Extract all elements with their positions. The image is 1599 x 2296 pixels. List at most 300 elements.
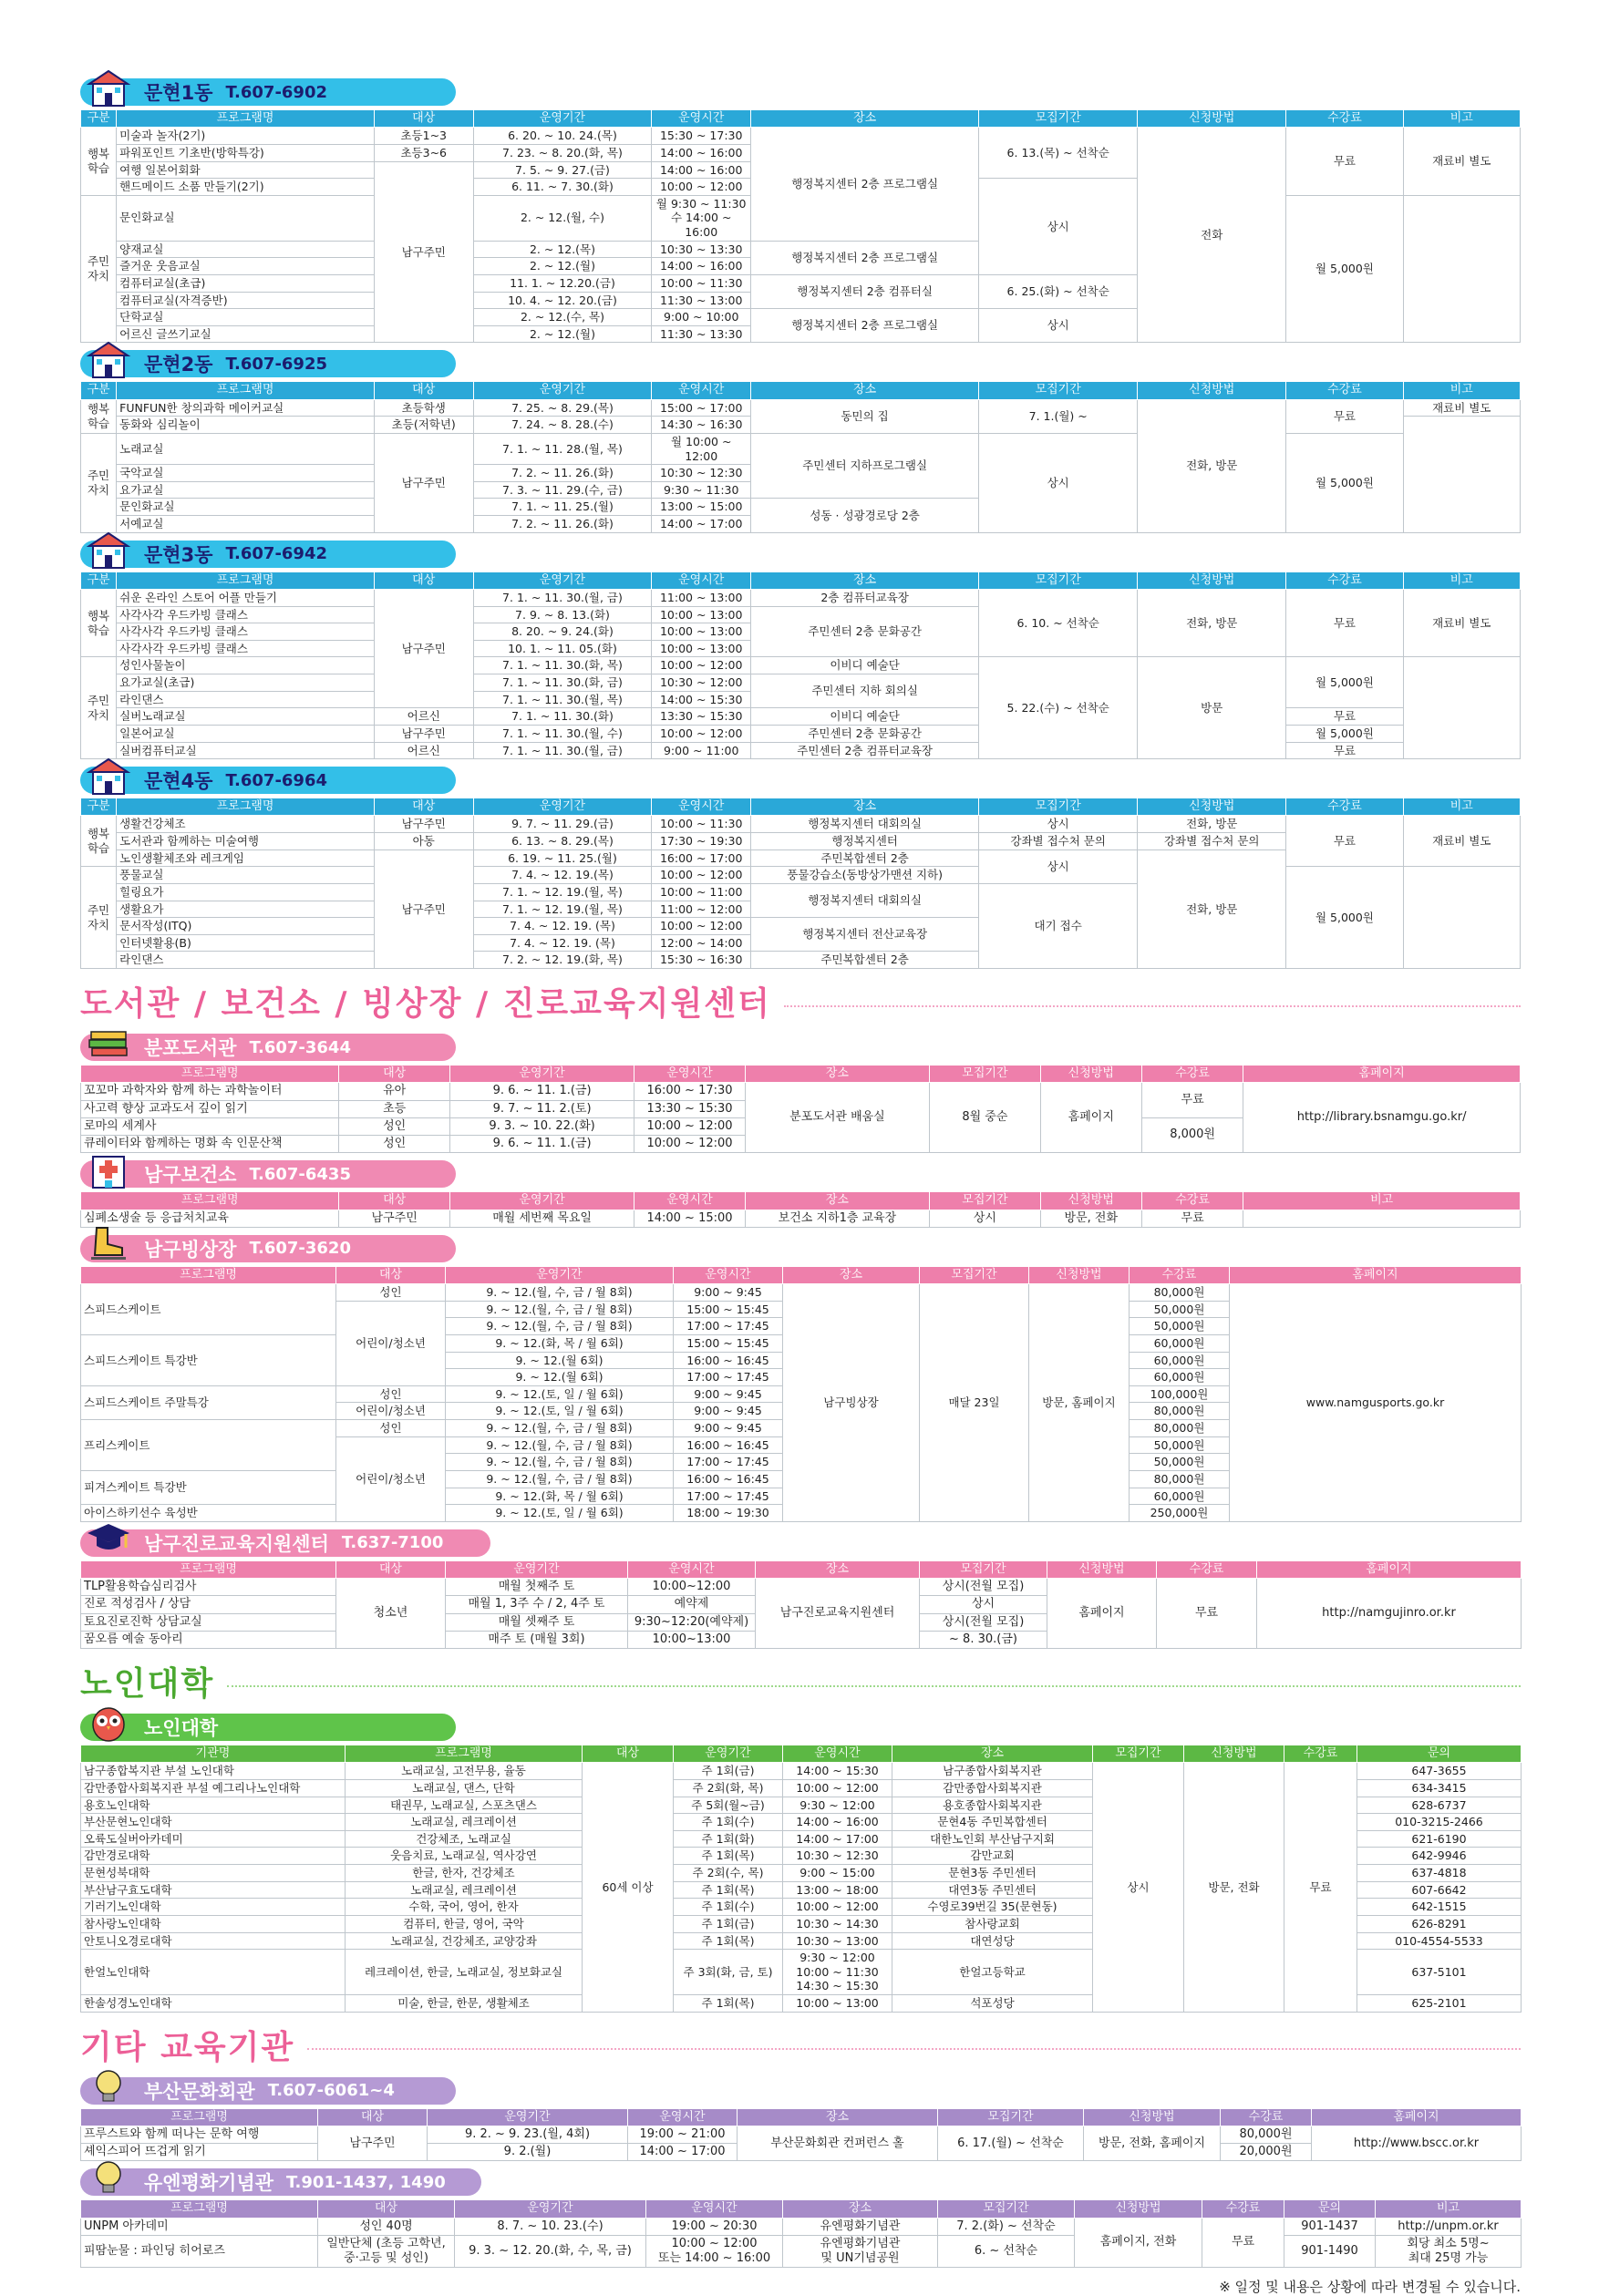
table-cell: 월 10:00 ~ 12:00 [652, 433, 751, 464]
table-cell: 컴퓨터교실(자격증반) [117, 292, 375, 309]
section-header [80, 2077, 456, 2105]
table-cell: 10:00 ~ 12:00 [652, 725, 751, 742]
table-cell: 15:00 ~ 17:00 [652, 399, 751, 417]
table-cell: 어르신 [374, 708, 473, 726]
table-cell: 한얼노인대학 [81, 1950, 346, 1995]
category-heading: 노인대학 [80, 1658, 1521, 1704]
table-cell: 노래교실, 건강체조, 교양강좌 [346, 1932, 583, 1950]
school-icon [86, 530, 131, 570]
column-header: 수강료 [1157, 1560, 1257, 1578]
table-cell: 637-4818 [1357, 1865, 1522, 1882]
column-header: 비고 [1403, 382, 1520, 399]
table-cell: 노래교실, 고전무용, 율동 [346, 1763, 583, 1780]
table-cell: 14:00 ~ 15:30 [652, 691, 751, 708]
table-cell: 9:00 ~ 11:00 [652, 742, 751, 759]
column-header: 운영기간 [455, 2200, 646, 2218]
table-cell: 무료 [1286, 708, 1403, 726]
table-cell: 14:00 ~ 15:00 [634, 1210, 745, 1227]
table-cell: 50,000원 [1130, 1436, 1230, 1454]
program-table [80, 571, 1521, 760]
table-cell: 오륙도실버아카데미 [81, 1830, 346, 1848]
table-cell: 60세 이상 [583, 1763, 674, 2012]
table-cell: 서예교실 [117, 516, 375, 533]
table-cell: 637-5101 [1357, 1950, 1522, 1995]
section-phone: T.607-6925 [225, 354, 328, 374]
table-cell: 10:30 ~ 12:30 [652, 465, 751, 482]
section-title: 남구진로교육지원센터 [144, 1532, 329, 1555]
books-icon [86, 1023, 131, 1063]
table-cell: 7. 1. ~ 12. 19.(월, 목) [473, 901, 652, 918]
table-cell: 노래교실 [117, 433, 375, 464]
table-cell: 월 5,000원 [1286, 867, 1403, 969]
column-header: 수강료 [1286, 382, 1403, 399]
table-cell: 성인 [336, 1385, 446, 1403]
table-cell: 16:00 ~ 17:00 [652, 849, 751, 867]
table-cell: 9. ~ 12.(화, 목 / 월 6회) [446, 1334, 674, 1352]
table-cell: 60,000원 [1130, 1369, 1230, 1386]
homepage-link[interactable]: http://library.bsnamgu.go.kr/ [1296, 1110, 1467, 1125]
column-header: 신청방법 [1040, 1066, 1141, 1083]
column-header: 프로그램명 [81, 1192, 339, 1210]
table-cell: 즐거운 웃음교실 [117, 258, 375, 275]
column-header: 비고 [1403, 110, 1520, 128]
table-cell: 상시 [920, 1596, 1047, 1613]
program-table [80, 1560, 1522, 1649]
table-cell: 17:00 ~ 17:45 [674, 1454, 783, 1471]
section-phone: T.901-1437, 1490 [286, 2172, 446, 2192]
table-cell: 부산문화회관 컨퍼런스 홀 [738, 2126, 938, 2161]
table-cell: 6. 13.(목) ~ 선착순 [979, 128, 1138, 179]
table-cell: 10:00 ~ 12:00 또는 14:00 ~ 16:00 [646, 2235, 783, 2268]
table-cell: 14:00 ~ 17:00 [628, 2144, 738, 2161]
table-cell: 실버컴퓨터교실 [117, 742, 375, 759]
table-cell: 대한노인회 부산남구지회 [892, 1830, 1093, 1848]
column-header: 문의 [1357, 1745, 1522, 1763]
table-cell: 10:00 ~ 13:00 [783, 1995, 892, 2013]
table-cell: 문서작성(ITQ) [117, 918, 375, 935]
table-cell: 한글, 한자, 건강체조 [346, 1865, 583, 1882]
table-cell: 7. 5. ~ 9. 27.(금) [473, 161, 652, 179]
table-cell: 7. 1. ~ 11. 30.(월, 목) [473, 691, 652, 708]
table-cell: 10:00~13:00 [628, 1631, 756, 1648]
table-cell: 성인 [339, 1136, 449, 1153]
column-header: 운영시간 [634, 1066, 745, 1083]
table-row [81, 1763, 1522, 1780]
table-cell: 주 3회(화, 금, 토) [674, 1950, 783, 1995]
skate-icon [86, 1224, 131, 1264]
table-cell: 웃음치료, 노래교실, 역사강연 [346, 1848, 583, 1865]
table-cell: 주민 자치 [81, 433, 117, 532]
table-cell: 14:00 ~ 17:00 [783, 1830, 892, 1848]
table-cell: 7. 4. ~ 12. 19. (목) [473, 934, 652, 952]
section-title: 문현1동 [144, 82, 213, 104]
column-header: 수강료 [1284, 1745, 1357, 1763]
table-cell: 9. ~ 12.(월, 수, 금 / 월 8회) [446, 1284, 674, 1302]
table-cell: 주 1회(수) [674, 1814, 783, 1831]
table-row [81, 816, 1521, 833]
table-cell: 주 2회(수, 목) [674, 1865, 783, 1882]
section-unpm [80, 2168, 1521, 2268]
table-row [81, 2126, 1522, 2143]
table-cell: 한얼고등학교 [892, 1950, 1093, 1995]
table-cell: 9:30 ~ 12:00 10:00 ~ 11:30 14:30 ~ 15:30 [783, 1950, 892, 1995]
table-cell: 10:00~12:00 [628, 1579, 756, 1596]
table-cell: 주 1회(금) [674, 1915, 783, 1932]
table-cell: 용호노인대학 [81, 1797, 346, 1814]
table-cell: 매주 토 (매월 3회) [446, 1631, 628, 1648]
table-cell: 무료 [1286, 128, 1403, 196]
table-cell: 9. ~ 12.(토, 일 / 월 6회) [446, 1505, 674, 1522]
table-cell: 건강체조, 노래교실 [346, 1830, 583, 1848]
column-header: 운영기간 [428, 2108, 628, 2126]
table-cell: 13:00 ~ 18:00 [783, 1881, 892, 1899]
table-cell: 사각사각 우드카빙 클래스 [117, 623, 375, 641]
table-cell: 홈페이지 [1047, 1579, 1157, 1649]
table-cell: 15:00 ~ 15:45 [674, 1334, 783, 1352]
table-cell: 642-9946 [1357, 1848, 1522, 1865]
table-cell: 상시 [979, 816, 1138, 833]
table-cell: 도서관과 함께하는 미술여행 [117, 833, 375, 850]
table-cell: 6. 10. ~ 선착순 [979, 589, 1138, 657]
table-cell: 주민센터 지하프로그램실 [751, 433, 979, 499]
column-header: 장소 [751, 382, 979, 399]
table-cell: 628-6737 [1357, 1797, 1522, 1814]
table-cell: 7. 4. ~ 12. 19. (목) [473, 918, 652, 935]
table-cell: 12:00 ~ 14:00 [652, 934, 751, 952]
table-row [81, 1560, 1522, 1578]
table-cell: 010-4554-5533 [1357, 1932, 1522, 1950]
table-cell: 9:00 ~ 15:00 [783, 1865, 892, 1882]
homepage-link[interactable]: http://unpm.or.kr [1398, 2219, 1499, 2233]
table-cell: 7. 1.(월) ~ [979, 399, 1138, 433]
table-cell: 10. 4. ~ 12. 20.(금) [473, 292, 652, 309]
table-cell: 남구주민 [374, 161, 473, 343]
table-cell: 6. 25.(화) ~ 선착순 [979, 274, 1138, 308]
table-cell: 6. 11. ~ 7. 30.(화) [473, 179, 652, 196]
table-cell: 7. 23. ~ 8. 20.(화, 목) [473, 144, 652, 161]
column-header: 모집기간 [920, 1560, 1047, 1578]
table-cell [1257, 1579, 1522, 1649]
table-cell: 7. 2. ~ 12. 19.(화, 목) [473, 952, 652, 969]
table-cell: 행정복지센터 2층 프로그램실 [751, 241, 979, 274]
column-header: 대상 [336, 1560, 446, 1578]
column-header: 비고 [1376, 2200, 1522, 2218]
table-cell: 재료비 별도 [1403, 128, 1520, 196]
table-cell: 642-1515 [1357, 1899, 1522, 1916]
table-cell: 스피드스케이트 [81, 1284, 336, 1335]
table-cell: 9. 7. ~ 11. 2.(토) [449, 1100, 634, 1117]
column-header: 운영시간 [634, 1192, 745, 1210]
table-row [81, 742, 1521, 759]
table-cell: 16:00 ~ 17:30 [634, 1083, 745, 1100]
table-cell: 901-1437 [1284, 2218, 1376, 2235]
table-cell: 8,000원 [1141, 1117, 1243, 1153]
table-cell: 양재교실 [117, 241, 375, 258]
table-cell: 로마의 세계사 [81, 1117, 339, 1135]
table-cell: 재료비 별도 [1403, 816, 1520, 867]
homepage-link[interactable]: www.namgusports.go.kr [1305, 1395, 1445, 1410]
column-header: 모집기간 [930, 1066, 1040, 1083]
table-cell: 621-6190 [1357, 1830, 1522, 1848]
table-cell: 감만교회 [892, 1848, 1093, 1865]
column-header: 대상 [374, 110, 473, 128]
column-header: 프로그램명 [81, 1266, 336, 1283]
table-cell: 방문 [1138, 657, 1286, 759]
homepage-link[interactable]: http://namgujinro.or.kr [1322, 1605, 1456, 1620]
column-header: 장소 [751, 110, 979, 128]
table-cell: 생활요가 [117, 901, 375, 918]
section-title: 문현4동 [144, 770, 213, 793]
table-cell: 부산문현노인대학 [81, 1814, 346, 1831]
table-cell: 10:30 ~ 13:00 [783, 1932, 892, 1950]
column-header: 운영기간 [473, 571, 652, 589]
table-cell: 남구종합복지관 부설 노인대학 [81, 1763, 346, 1780]
table-cell: 인터넷활용(B) [117, 934, 375, 952]
table-cell: 50,000원 [1130, 1318, 1230, 1335]
table-cell: 노래교실, 댄스, 단학 [346, 1779, 583, 1797]
table-cell: 초등1~3 [374, 128, 473, 145]
category-heading: 도서관 / 보건소 / 빙상장 / 진로교육지원센터 [80, 978, 1521, 1024]
table-cell: 18:00 ~ 19:30 [674, 1505, 783, 1522]
table-cell: 6. ~ 선착순 [938, 2235, 1075, 2268]
section-icerink [80, 1235, 1521, 1522]
table-cell: 전화, 방문 [1138, 589, 1286, 657]
lightbulb-icon [86, 2066, 131, 2106]
table-cell: 스피드스케이트 주말특강 [81, 1385, 336, 1419]
table-cell: 스피드스케이트 특강반 [81, 1334, 336, 1385]
table-cell: 주 2회(화, 목) [674, 1779, 783, 1797]
table-cell: 11:30 ~ 13:00 [652, 292, 751, 309]
table-cell: 9. 3. ~ 12. 20.(화, 수, 목, 금) [455, 2235, 646, 2268]
table-cell: 매월 세번째 목요일 [449, 1210, 634, 1227]
table-cell: UNPM 아카데미 [81, 2218, 318, 2235]
column-header: 구분 [81, 798, 117, 816]
column-header: 신청방법 [1084, 2108, 1221, 2126]
column-header: 운영기간 [446, 1560, 628, 1578]
section-phone: T.607-3644 [249, 1037, 351, 1057]
table-cell: 19:00 ~ 20:30 [646, 2218, 783, 2235]
column-header: 장소 [892, 1745, 1093, 1763]
table-cell: 9:00 ~ 9:45 [674, 1385, 783, 1403]
table-cell: 어린이/청소년 [336, 1403, 446, 1420]
table-cell: 감만종합사회복지관 부설 예그리나노인대학 [81, 1779, 346, 1797]
table-cell: 노인생활체조와 레크게임 [117, 849, 375, 867]
table-cell [1403, 417, 1520, 532]
table-cell: 2. ~ 12.(월) [473, 325, 652, 343]
table-row [81, 382, 1521, 399]
table-cell: 15:30 ~ 16:30 [652, 952, 751, 969]
table-cell: 9. ~ 12.(화, 목 / 월 6회) [446, 1488, 674, 1505]
table-cell: 유엔평화기념관 및 UN기념공원 [783, 2235, 938, 2268]
table-row [81, 708, 1521, 726]
table-cell: 초등학생 [374, 399, 473, 417]
column-header: 구분 [81, 110, 117, 128]
table-cell: 10:00 ~ 13:00 [652, 606, 751, 623]
table-cell: 9. ~ 12.(월 6회) [446, 1369, 674, 1386]
table-cell: 초등3~6 [374, 144, 473, 161]
section-header [80, 541, 456, 568]
table-cell: 참사랑노인대학 [81, 1915, 346, 1932]
column-header: 대상 [336, 1266, 446, 1283]
table-cell: 10:00 ~ 11:00 [652, 883, 751, 901]
column-header: 모집기간 [938, 2108, 1084, 2126]
table-cell: TLP활용학습심리검사 [81, 1579, 336, 1596]
table-cell: 심폐소생술 등 응급처치교육 [81, 1210, 339, 1227]
section-header [80, 2168, 481, 2196]
table-cell: 901-1490 [1284, 2235, 1376, 2268]
table-cell: 홈페이지 [1040, 1083, 1141, 1153]
table-cell: 주 1회(목) [674, 1881, 783, 1899]
table-cell: 2. ~ 12.(월, 수) [473, 195, 652, 241]
table-cell: 60,000원 [1130, 1334, 1230, 1352]
column-header: 운영시간 [674, 1266, 783, 1283]
column-header: 대상 [318, 2200, 455, 2218]
column-header: 장소 [751, 798, 979, 816]
column-header: 프로그램명 [81, 1066, 339, 1083]
homepage-link[interactable]: http://www.bscc.or.kr [1353, 2136, 1480, 2150]
table-cell: 7. 1. ~ 11. 30.(월, 금) [473, 742, 652, 759]
lightbulb-icon [86, 2157, 131, 2198]
table-cell: 성인 40명 [318, 2218, 455, 2235]
table-cell: 월 5,000원 [1286, 195, 1403, 343]
table-row [81, 1745, 1522, 1763]
table-cell: 10:00 ~ 12:00 [634, 1117, 745, 1135]
table-cell: 매월 셋째주 토 [446, 1613, 628, 1631]
table-cell: 7. 3. ~ 11. 29.(수, 금) [473, 481, 652, 499]
table-cell: 강좌별 접수처 문의 [979, 833, 1138, 850]
table-cell: 보건소 지하1층 교육장 [745, 1210, 929, 1227]
table-cell: 동화와 심리놀이 [117, 417, 375, 434]
table-cell: 행복 학습 [81, 399, 117, 433]
column-header: 운영기간 [446, 1266, 674, 1283]
table-cell: 문현4동 주민복합센터 [892, 1814, 1093, 1831]
program-table [80, 2108, 1522, 2162]
table-cell: 전화, 방문 [1138, 399, 1286, 532]
table-cell: 행정복지센터 2층 프로그램실 [751, 128, 979, 241]
table-cell: 14:00 ~ 16:00 [652, 258, 751, 275]
table-cell: 9:30 ~ 11:30 [652, 481, 751, 499]
table-cell: 주민센터 지하 회의실 [751, 674, 979, 708]
section-title: 남구빙상장 [144, 1238, 237, 1261]
table-cell: 7. 2. ~ 11. 26.(화) [473, 465, 652, 482]
table-row [81, 867, 1521, 884]
table-cell: 매월 첫째주 토 [446, 1579, 628, 1596]
school-icon [86, 67, 131, 108]
program-table [80, 1266, 1522, 1522]
table-cell: 상시 [1093, 1763, 1184, 2012]
column-header: 신청방법 [1075, 2200, 1202, 2218]
column-header: 운영기간 [473, 110, 652, 128]
table-cell: 무료 [1141, 1210, 1243, 1227]
table-cell: 9. ~ 12.(토, 일 / 월 6회) [446, 1385, 674, 1403]
table-cell: 상시 [979, 309, 1138, 343]
table-cell: 7. 1. ~ 11. 30.(화) [473, 708, 652, 726]
section-header [80, 767, 456, 794]
table-cell: 남구주민 [339, 1210, 449, 1227]
table-cell: 방문, 전화 [1040, 1210, 1141, 1227]
column-header: 구분 [81, 571, 117, 589]
table-cell: 16:00 ~ 16:45 [674, 1352, 783, 1369]
table-cell: 방문, 전화, 홈페이지 [1084, 2126, 1221, 2161]
table-cell: 미술, 한글, 한문, 생활체조 [346, 1995, 583, 2013]
table-cell: 80,000원 [1130, 1420, 1230, 1437]
table-cell: 7. 9. ~ 8. 13.(화) [473, 606, 652, 623]
table-cell: 10:00 ~ 13:00 [652, 623, 751, 641]
table-cell: 행복 학습 [81, 816, 117, 867]
table-cell: 10:00 ~ 12:00 [652, 179, 751, 196]
table-cell: 큐레이터와 함께하는 명화 속 인문산책 [81, 1136, 339, 1153]
table-cell: 성동 · 성광경로당 2층 [751, 499, 979, 532]
table-cell: 주 1회(목) [674, 1848, 783, 1865]
table-cell: 13:00 ~ 15:00 [652, 499, 751, 516]
column-header: 비고 [1403, 571, 1520, 589]
column-header: 장소 [756, 1560, 920, 1578]
column-header: 장소 [751, 571, 979, 589]
table-cell: 사고력 향상 교과도서 깊이 읽기 [81, 1100, 339, 1117]
table-row [81, 1284, 1522, 1302]
table-cell: 11:00 ~ 12:00 [652, 901, 751, 918]
table-cell: 라인댄스 [117, 952, 375, 969]
program-table [80, 798, 1521, 969]
section-header [80, 1235, 456, 1262]
column-header: 프로그램명 [117, 382, 375, 399]
table-cell: 7. 2.(화) ~ 선착순 [938, 2218, 1075, 2235]
table-cell: 전화, 방문 [1138, 816, 1286, 833]
column-header: 신청방법 [1138, 382, 1286, 399]
section-bscc [80, 2077, 1521, 2162]
graduation-cap-icon [86, 1519, 131, 1559]
table-cell: 프리스케이트 [81, 1420, 336, 1471]
column-header: 프로그램명 [81, 2108, 318, 2126]
table-row [81, 725, 1521, 742]
table-cell: 100,000원 [1130, 1385, 1230, 1403]
table-cell: 무료 [1286, 589, 1403, 657]
table-cell: 남구주민 [374, 849, 473, 968]
table-cell: 어린이/청소년 [336, 1436, 446, 1521]
table-cell: 10:30 ~ 12:00 [652, 674, 751, 692]
table-cell: 초등 [339, 1100, 449, 1117]
table-cell: 월 5,000원 [1286, 433, 1403, 532]
table-cell: 안토니오경로대학 [81, 1932, 346, 1950]
column-header: 모집기간 [1093, 1745, 1184, 1763]
table-cell: 피겨스케이트 특강반 [81, 1470, 336, 1504]
table-cell: 실버노래교실 [117, 708, 375, 726]
table-cell: 쉬운 온라인 스토어 어플 만들기 [117, 589, 375, 606]
table-cell: 10:00 ~ 12:00 [634, 1136, 745, 1153]
table-cell: FUNFUN한 창의과학 메이커교실 [117, 399, 375, 417]
table-cell: 14:00 ~ 16:00 [652, 144, 751, 161]
table-cell: 10:30 ~ 13:30 [652, 241, 751, 258]
table-row [81, 2235, 1522, 2268]
table-cell: 행복 학습 [81, 128, 117, 196]
column-header: 수강료 [1221, 2108, 1312, 2126]
section-phone: T.607-6942 [225, 544, 328, 564]
school-icon [86, 756, 131, 796]
table-cell: 9. ~ 12.(월, 수, 금 / 월 8회) [446, 1420, 674, 1437]
table-cell: 남구주민 [374, 589, 473, 707]
column-header: 모집기간 [920, 1266, 1029, 1283]
table-cell: 9:30 ~ 12:00 [783, 1797, 892, 1814]
table-cell: 7. 4. ~ 12. 19.(목) [473, 867, 652, 884]
table-cell: 7. 1. ~ 11. 28.(월, 목) [473, 433, 652, 464]
table-cell: 9. ~ 12.(월 6회) [446, 1352, 674, 1369]
table-cell: 재료비 별도 [1403, 589, 1520, 657]
table-cell: 주민센터 2층 문화공간 [751, 725, 979, 742]
table-cell: 10:00 ~ 11:30 [652, 274, 751, 292]
section-header [80, 1034, 456, 1061]
table-row [81, 2218, 1522, 2235]
table-cell: 9. ~ 12.(월, 수, 금 / 월 8회) [446, 1318, 674, 1335]
